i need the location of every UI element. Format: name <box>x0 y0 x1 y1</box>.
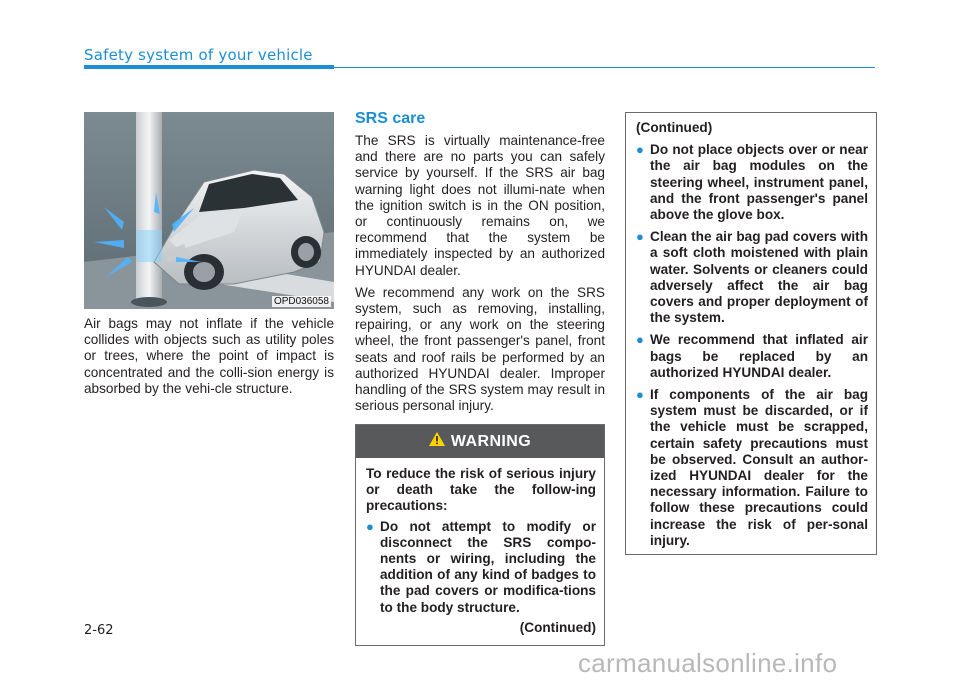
bullet-icon: ● <box>636 332 644 348</box>
srs-care-body <box>355 133 605 420</box>
figure-code: OPD036058 <box>273 296 329 307</box>
watermark: carmanualsonline.info <box>578 648 838 678</box>
bullet-icon: ● <box>366 518 374 534</box>
continued-warning-box <box>625 112 877 555</box>
warning-triangle-icon <box>429 432 445 451</box>
warning-bullet-text: Do not attempt to modify or disconnect the SRS compo-nents or wiring, including the addition of any kind of badges to the pad covers or modifica-tions to the body structure. <box>380 518 596 615</box>
continued-bullet <box>636 142 868 223</box>
continued-bullet <box>636 229 868 326</box>
continued-bullet-text: Do not place objects over or near the air bag modules on the steering wheel, instrument panel, and the front passenger's panel above the glove box. <box>650 142 868 223</box>
illustration-car-pole-impact <box>84 112 334 309</box>
figure-caption-paragraph: Air bags may not inflate if the vehicle collides with objects such as utility poles or trees, where the point of impact is concentrated and the colli-sion energy is absorbed by the vehi-cle structure. <box>84 316 334 396</box>
section-title: Safety system of your vehicle <box>84 46 313 64</box>
srs-care-paragraph-2: We recommend any work on the SRS system, such as removing, installing, repairing, or any work on the steering wheel, the front passenger's panel, front seats and roof rails be performed by an authorized HYUNDAI dealer. Improper handling of the SRS system may result in serious personal injury. <box>355 284 605 414</box>
bullet-icon: ● <box>636 229 644 245</box>
srs-care-paragraph-1: The SRS is virtually maintenance-free and there are no parts you can safely service by yourself. If the SRS air bag warning light does not illumi-nate when the ignition switch is in the ON position, or continuously remains on, we recommend that the system be immediately inspected by an authorized HYUNDAI dealer. <box>355 133 605 278</box>
car-pole-illustration <box>84 112 334 309</box>
warning-continued: (Continued) <box>519 619 596 635</box>
continued-bullet-text: We recommend that inflated air bags be replaced by an authorized HYUNDAI dealer. <box>650 332 868 380</box>
header-rule <box>334 67 875 68</box>
bullet-icon: ● <box>636 387 644 403</box>
warning-body <box>356 458 604 636</box>
warning-intro: To reduce the risk of serious injury or death take the follow-ing precautions: <box>366 466 596 514</box>
continued-heading: (Continued) <box>636 120 713 135</box>
continued-bullet-text: If components of the air bag system must be discarded, or if the vehicle must be scrapped, certain safety precautions must be observed. Consult an author-ized HYUNDAI dealer for the necessary information. Failure to follow these precautions could increase the risk of per-sonal injury. <box>650 387 868 548</box>
warning-bullet <box>366 519 596 616</box>
page-number: 2-62 <box>84 623 114 638</box>
warning-label: WARNING <box>450 432 532 450</box>
warning-header <box>356 425 604 458</box>
continued-bullet <box>636 387 868 549</box>
continued-bullet <box>636 332 868 381</box>
warning-box <box>355 424 605 646</box>
bullet-icon: ● <box>636 142 644 158</box>
header-rule-accent <box>84 65 334 69</box>
continued-bullet-text: Clean the air bag pad covers with a soft cloth moistened with plain water. Solvents or cleaners could adversely affect the air bag covers and proper deployment of the system. <box>650 229 868 326</box>
srs-care-heading: SRS care <box>355 110 426 127</box>
